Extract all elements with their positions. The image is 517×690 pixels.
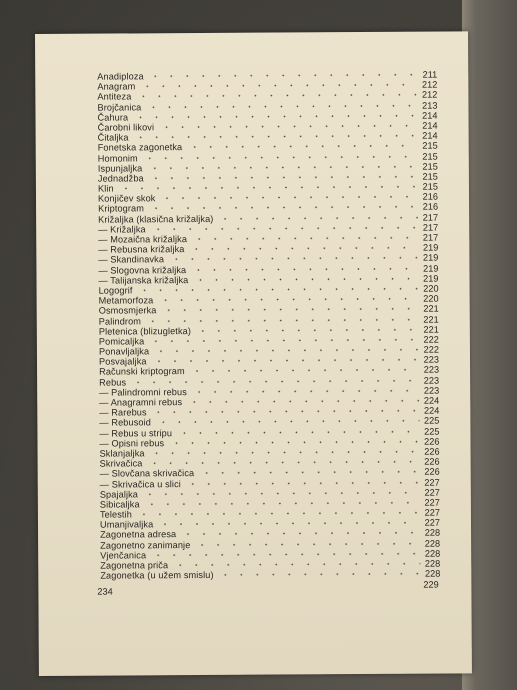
toc-entry-title: Čitaljka [97,132,129,143]
toc-entry-title: Računski kriptogram [99,366,185,378]
toc-entry-page: 216 [422,201,439,213]
dot-leader [137,286,419,294]
toc-entry-page: 225 [424,426,440,437]
toc-entry-page: 228 [424,538,441,549]
dot-leader [194,540,420,547]
toc-entry-title: Osmosmjerka [98,305,157,316]
toc-entry-page: 224 [423,405,440,416]
dot-leader [153,347,419,355]
toc-entry-page: 219 [423,252,439,264]
toc-entry-page: 220 [423,293,439,304]
toc-entry-page: 215 [422,140,438,151]
toc-entry-title: — Slovčana skrivačica [99,468,195,479]
toc-entry-page: 214 [422,110,438,121]
last-entry-page-number: 229 [423,579,439,590]
toc-entry-title: — Rebus u stripu [99,427,173,439]
toc-entry-title: Čahura [97,112,129,123]
table-of-contents [97,70,440,581]
toc-entry-page: 214 [422,120,438,131]
toc-entry-title: Palindrom [98,315,142,327]
toc-entry [100,569,440,581]
toc-entry-title: — Rarebus [99,407,147,418]
toc-entry-page: 228 [424,527,441,539]
toc-entry-page: 226 [424,466,440,477]
toc-entry-title: Pomicaljka [98,336,145,347]
toc-entry-page: 211 [422,69,438,80]
toc-entry-title: Klin [97,183,114,194]
dot-leader [185,479,420,486]
toc-entry-page: 215 [422,161,438,172]
dot-leader [139,82,417,90]
dot-leader [159,194,418,202]
toc-entry-page: 223 [423,354,440,365]
toc-entry-title: Pletenica (blizugletka) [98,325,192,337]
toc-entry-page: 220 [423,283,439,294]
toc-entry-title: Telestih [99,509,132,520]
dot-leader [186,398,419,405]
toc-entry-page: 212 [422,89,438,101]
dot-leader [158,123,417,131]
toc-entry-title: Sibicaljka [99,499,140,510]
toc-entry-title: Zagonetna priča [100,560,169,571]
toc-entry-title: Kriptogram [98,203,145,215]
toc-entry-title: — Skandinavka [98,254,165,265]
toc-entry-page: 213 [422,100,438,111]
dot-leader [192,275,418,282]
toc-entry-title: Homonim [97,152,138,164]
toc-entry-title: Sklanjaljka [99,448,145,459]
dot-leader [168,255,418,263]
toc-entry-page: 228 [424,558,441,569]
toc-entry-title: — Križaljka [98,224,146,235]
toc-entry-page: 225 [423,415,440,427]
toc-entry-page: 227 [424,507,440,518]
toc-entry-page: 221 [423,303,439,314]
toc-entry-page: 227 [424,477,440,488]
toc-entry-page: 216 [422,191,439,202]
toc-entry-title: — Opisni rebus [99,437,165,449]
toc-entry-page: 215 [422,151,438,162]
dot-leader [133,133,418,141]
dot-leader [150,550,420,558]
dot-leader [195,326,419,333]
page-number: 234 [97,586,113,597]
toc-entry-page: 217 [422,222,439,233]
dot-leader [145,102,417,110]
toc-entry-page: 219 [422,242,439,253]
dot-leader [148,204,418,212]
dot-leader [157,296,418,304]
toc-entry-title: Zagonetno zanimanje [100,539,191,551]
dot-leader [150,224,418,232]
toc-entry-title: Čarobni likovi [97,122,155,133]
dot-leader [146,459,419,467]
toc-entry-page: 227 [424,487,440,498]
dot-leader [217,214,418,221]
dot-leader [191,387,419,394]
toc-entry-page: 228 [424,568,441,579]
toc-entry-title: Ponavljaljka [98,346,150,357]
toc-entry-title: — Rebusna križaljka [98,244,185,255]
dot-leader [218,571,421,578]
toc-entry-page: 227 [424,517,441,528]
dot-leader [189,367,419,374]
dot-leader [142,489,420,497]
toc-entry-title: — Anagramni rebus [99,397,183,408]
dot-leader [168,438,419,446]
toc-entry-title: — Palindromni rebus [99,386,187,398]
dot-leader [135,92,417,100]
toc-entry-page: 226 [424,446,440,457]
dot-leader [172,561,420,569]
book-page [35,31,472,676]
dot-leader [118,184,418,192]
dot-leader [180,530,420,537]
dot-leader [149,449,420,457]
toc-entry-page: 222 [423,334,439,345]
toc-entry-title: Metamorfoza [98,295,154,306]
toc-entry-title: Umanjivaljka [99,519,154,530]
toc-entry-title: Zagonetna adresa [100,529,177,541]
toc-entry-title: Križaljka (klasična križaljka) [98,213,214,225]
toc-entry-page: 214 [422,130,438,141]
toc-entry-page: 217 [422,232,439,243]
toc-entry-title: Konjičev skok [97,193,156,204]
toc-entry-title: — Talijanska križaljka [98,274,189,286]
dot-leader [188,245,418,252]
dot-leader [144,500,420,508]
toc-entry-title: — Skrivačica u slici [99,478,181,490]
toc-entry-page: 226 [424,456,440,467]
toc-entry-page: 223 [423,364,440,376]
dot-leader [191,235,418,242]
dot-leader [130,377,419,385]
toc-entry-title: Brojčanica [97,101,142,113]
dot-leader [186,143,417,150]
dot-leader [176,428,419,435]
toc-entry-page: 215 [422,181,438,192]
toc-entry-title: Posvajaljka [98,356,147,367]
toc-entry-title: — Slogovna križaljka [98,264,187,276]
toc-entry-page: 219 [423,263,439,274]
dot-leader [145,316,419,324]
dot-leader [198,469,420,476]
dot-leader [190,265,418,272]
dot-leader [151,357,419,365]
toc-entry-page: 226 [424,436,440,447]
dot-leader [148,174,418,182]
toc-entry-title: Fonetska zagonetka [97,142,183,153]
toc-entry-title: — Rebusoid [99,417,151,428]
dot-leader [148,72,418,80]
dot-leader [155,418,419,426]
toc-entry-page: 221 [423,314,439,325]
toc-entry-page: 228 [424,548,441,559]
toc-entry-page: 217 [422,212,439,223]
toc-entry-page: 223 [423,375,440,386]
toc-entry-page: 221 [423,324,439,335]
dot-leader [142,153,418,161]
toc-entry-title: Zagonetka (u užem smislu) [100,570,214,581]
toc-entry-page: 215 [422,171,438,182]
toc-entry-title: Jednadžba [97,173,144,184]
toc-entry-page: 223 [423,385,440,396]
toc-entry-title: Skrivačica [99,458,143,469]
toc-entry-page: 227 [424,497,440,508]
dot-leader [151,408,420,416]
toc-entry-title: Antiteza [97,91,132,102]
toc-entry-title: — Mozaična križaljka [98,234,188,245]
toc-entry-title: Anagram [97,81,136,92]
toc-entry-title: Rebus [99,377,127,388]
toc-entry-title: Vjenčanica [100,550,147,561]
toc-entry-title: Spajaljka [99,489,139,500]
toc-entry-title: Anadiploza [97,71,144,82]
toc-entry-title: Logogrif [98,285,133,296]
dot-leader [132,112,417,120]
dot-leader [136,510,420,518]
toc-entry-page: 224 [423,395,440,406]
toc-entry-title: Ispunjaljka [97,163,143,174]
dot-leader [148,337,419,345]
toc-entry-page: 222 [423,344,439,355]
dot-leader [146,163,418,171]
toc-entry-page: 212 [421,79,438,90]
dot-leader [157,520,420,528]
toc-entry-page: 219 [423,273,439,284]
dot-leader [160,306,418,314]
